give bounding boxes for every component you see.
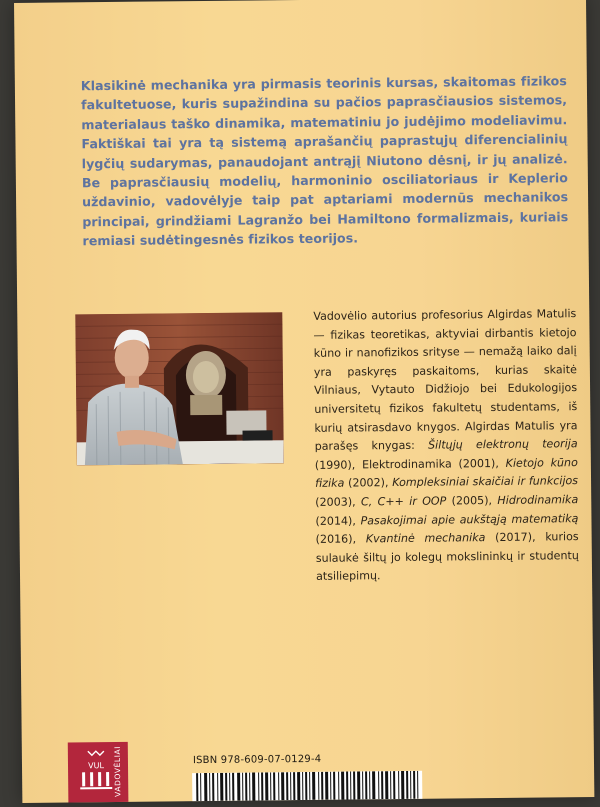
book-title: Kompleksiniai skaičiai ir funkcijos — [392, 474, 579, 490]
bio-paragraph-1: Vadovėlio autorius profesorius Algirdas Matulis — fizikas teoretikas, aktyviai dirbantis kietojo kūno ir nanofizikos srityse — nemažą laiko dalį yra paskyręs paskaitoms, kurias skaitė Vilniaus, Vytauto Didžiojo bei Edukologijos universitetų fizikos fakultetų studentams, iš kurių atsirasdavo knygos. — [313, 307, 578, 435]
book-title: Kvantinė mechanika — [365, 531, 486, 546]
book-title: Šiltųjų elektronų teorija — [428, 437, 578, 452]
book-title: Elektrodinamika — [361, 457, 452, 472]
book-title: Hidrodinamika — [497, 493, 579, 507]
isbn-label: ISBN 978-609-07-0129-4 — [192, 753, 322, 767]
book-title: Pasakojimai apie aukštąją matematiką — [360, 511, 579, 527]
book-year: (2014) — [315, 514, 353, 528]
book-year: (2005) — [451, 493, 489, 508]
bio-paragraph-2-outro: , kurios sulaukė šiltų jo kolegų mokslininkų ir studentų atsiliepimų. — [315, 530, 579, 584]
publisher-name: VADOVĖLIAI — [112, 745, 123, 797]
book-year: (2017) — [495, 530, 533, 545]
book-year: (2001) — [458, 456, 496, 471]
book-title: C, C++ ir OOP — [360, 494, 447, 509]
bio-paragraph-2-intro: Algirdas Matulis yra parašęs knygas: — [314, 418, 578, 454]
isbn-barcode — [192, 771, 422, 801]
blurb-text: Klasikinė mechanika yra pirmasis teorinis kursas, skaitomas fizikos fakultetuose, kuris supažindina su pačios paprasčiausios sistemos, materialaus taško dinamika, matematiniu jo judėjimo modeliavimu. Faktiškai tai yra tą sistemą aprašančių paprastųjų diferencialinių lygčių sudarymas, panaudojant antrąjį Niutono dėsnį, ir jų analizė. Be paprasčiausių modelių, harmoninio osciliatoriaus ir Keplerio uždavinio, vadovėlyje taip pat aptariami modernūs mechanikos principai, grindžiami Lagranžo bei Hamiltono formalizmais, kuriais remiasi sudėtingesnės fizikos teorijos. — [80, 73, 569, 249]
author-photo — [75, 312, 284, 465]
author-bio: Vadovėlio autorius profesorius Algirdas Matulis — fizikas teoretikas, aktyviai dirbantis kietojo kūno ir nanofizikos srityse — nemažą laiko dalį yra paskyręs paskaitoms, kurias skaitė Vilniaus, Vytauto Didžiojo bei Edukologijos universitetų fizikos fakultetų studentams, iš kurių atsirasdavo knygos. Algirdas Matulis yra parašęs knygas: Šiltųjų elektronų teorija (1990), Elektrodinamika (2001), Kietojo kūno fizika (2002), Kompleksiniai skaičiai ir funkcijos (2003), C, C++ ir OOP (2005), Hidrodinamika (2014), Pasakojimai apie aukštąją matematiką (2016), Kvantinė mechanika (2017), kurios sulaukė šiltų jo kolegų mokslininkų ir studentų atsiliepimų. — [313, 307, 579, 584]
author-photo-illustration — [75, 312, 284, 465]
barcode-icon — [192, 771, 422, 801]
book-back-cover — [14, 0, 594, 803]
book-year: (1990) — [314, 458, 352, 472]
book-year: (2002) — [348, 476, 386, 490]
book-title: Kietojo kūno fizika — [314, 455, 578, 491]
publisher-mark: VUL — [88, 761, 104, 771]
book-year: (2016) — [315, 532, 353, 546]
book-year: (2003) — [315, 495, 353, 509]
